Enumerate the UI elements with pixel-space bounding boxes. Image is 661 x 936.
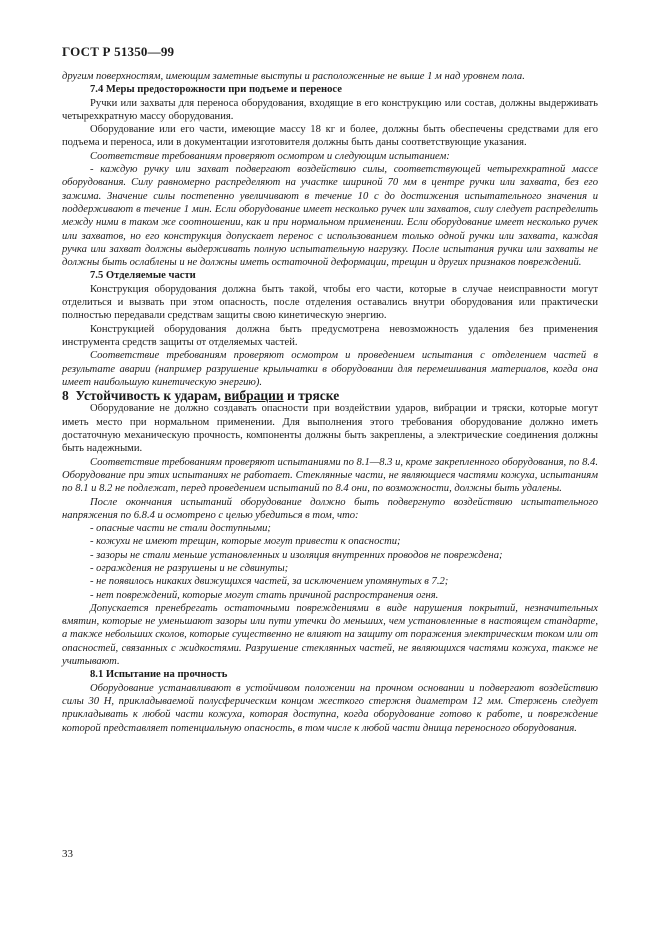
list-item: - зазоры не стали меньше установленных и изоляция внутренних проводов не повреждена; [90,549,503,561]
section-7-5-paragraph-1: Конструкция оборудования должна быть такой, чтобы его части, которые в случае неисправности могут отделиться и вызвать при этом опасность, после отделения оставались внутри оборудования или практически полностью передавали средствам защиты свою кинетическую энергию. [62,283,598,322]
section-7-4-paragraph-2: Оборудование или его части, имеющие массу 18 кг и более, должны быть обеспечены средствами для его подъема и переноса, или в документации изготовителя должны быть даны соответствующие указания. [62,124,598,149]
document-body [62,70,598,735]
section-8-title-part-b: и тряске [287,388,340,404]
list-item: - нет повреждений, которые могут стать причиной распространения огня. [90,589,439,601]
section-8-paragraph-2: Соответствие требованиям проверяют испытаниями по 8.1—8.3 и, кроме закрепленного оборудования, по 8.4. Оборудование при этих испытаниях не работает. Стеклянные части, не являющиеся частями кожуха, испытаниям по 8.1 и 8.2 не подлежат, перед проведением испытаний по 8.4 они, по возможности, должны быть удалены. [62,456,598,495]
section-7-4-paragraph-4: - каждую ручку или захват подвергают воздействию силы, соответствующей четырехкратной массе оборудования. Силу равномерно распределяют на участке шириной 70 мм в центре ручки или захвата, без его зажима. Значение силы постепенно увеличивают в течение 10 с до достижения испытательного значения и поддерживают в течение 1 мин. Если оборудование имеет несколько ручек или захватов, силу следует распределить между ними в таком же соотношении, как и при нормальном применении. Если оборудование имеет несколько ручек или захватов, но его конструкция допускает перенос с использованием только одной ручки или захвата, каждая ручка или захват должны выдерживать полную испытательную нагрузку. После испытания ручки или захваты не должны быть ослаблены и не должны иметь остаточной деформации, трещин и других признаков повреждений. [62,164,598,269]
section-7-5-paragraph-3: Соответствие требованиям проверяют осмотром и проведением испытания с отделением частей в результате аварии (например разрушение крыльчатки в оборудовании для перемешивания материалов, когда она имеет наибольшую кинетическую энергию). [62,350,598,388]
section-8-number: 8 [62,388,69,404]
paragraph-intro: другим поверхностям, имеющим заметные выступы и расположенные не выше 1 м над уровнем пола. [62,71,525,82]
page-number: 33 [62,848,73,860]
section-7-4-paragraph-1: Ручки или захваты для переноса оборудования, входящие в его конструкцию или состав, должны выдерживать четырехкратную массу оборудования. [62,97,598,122]
section-8-paragraph-3: После окончания испытаний оборудование должно быть подвергнуто воздействию испытательного напряжения по 6.8.4 и осмотрено с целью убедиться в том, что: [62,496,598,521]
section-8-paragraph-4: Допускается пренебрегать остаточными повреждениями в виде нарушения покрытий, незначительных вмятин, которые не уменьшают зазоры или пути утечки до меньших, чем установленные в настоящем стандарте, а также небольших сколов, которые существенно не влияют на защиту от поражения электрическим током или от опасностей, связанных с жидкостями. Разрушение стеклянных частей, не являющихся частями кожуха, также не учитывают. [62,602,598,668]
section-8-paragraph-1: Оборудование не должно создавать опасности при воздействии ударов, вибрации и тряски, которые могут иметь место при нормальном применении. Для выполнения этого требования оборудование должно иметь достаточную механическую прочность, компоненты должны быть закреплены, а электрические соединения должны быть надежными. [62,403,598,455]
vibration-link[interactable]: вибрации [224,388,284,404]
list-item: - кожухи не имеют трещин, которые могут привести к опасности; [90,536,401,548]
list-item: - не появилось никаких движущихся частей, за исключением упомянутых в 7.2; [90,576,449,588]
section-8-title [62,389,598,402]
document-header: ГОСТ Р 51350—99 [62,44,175,59]
section-7-4-paragraph-3: Соответствие требованиям проверяют осмотром и следующим испытанием: [90,150,450,162]
section-7-5-title: 7.5 Отделяемые части [90,270,196,282]
section-7-5-paragraph-2: Конструкцией оборудования должна быть предусмотрена невозможность удаления без применения инструмента средств защиты от отделяемых частей. [62,323,598,348]
section-7-4-title: 7.4 Меры предосторожности при подъеме и переносе [90,84,342,96]
section-8-title-part-a: Устойчивость к ударам, [75,388,221,404]
section-8-1-title: 8.1 Испытание на прочность [90,669,228,681]
section-8-check-list [62,522,598,602]
list-item: - опасные части не стали доступными; [90,523,271,535]
list-item: - ограждения не разрушены и не сдвинуты; [90,562,289,574]
section-8-1-paragraph-1: Оборудование устанавливают в устойчивом положении на прочном основании и подвергают воздействию силы 30 Н, прикладываемой полусферическим концом жесткого стержня диаметром 12 мм. Стержень следует прикладывать к любой части кожуха, которая доступна, когда оборудование готово к работе, и повреждение которой представляет потенциальную опасность, в том числе к любой части днища переносного оборудования. [62,682,598,734]
